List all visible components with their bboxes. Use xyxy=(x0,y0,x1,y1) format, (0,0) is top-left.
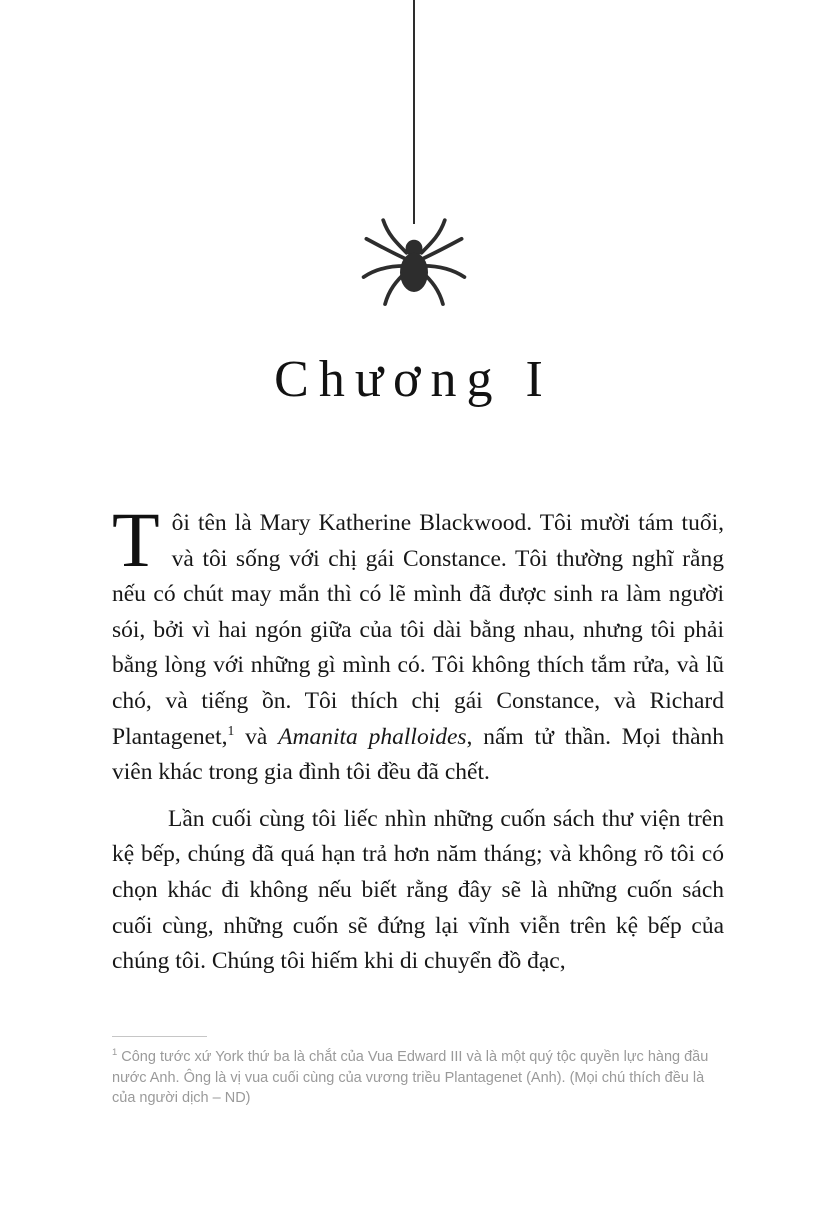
paragraph-1-text-2: và xyxy=(234,723,279,750)
chapter-title: Chương I xyxy=(274,351,553,408)
footnote-marker: 1 xyxy=(112,1046,118,1058)
paragraph-1-text: ôi tên là Mary Katherine Blackwood. Tôi mười tám tuổi, và tôi sống với chị gái Constance. Tôi thường nghĩ rằng nếu có chút may mắn thì có lẽ mình đã được sinh ra làm người sói, bởi vì hai ngón giữa của tôi dài bằng nhau, nhưng tôi phải bằng lòng với những gì mình có. Tôi không thích tắm rửa, và lũ chó, và tiếng ồn. Tôi thích chị gái Constance, và Richard Plantagenet, xyxy=(112,510,724,750)
page-body xyxy=(112,496,724,980)
footnote-text-block xyxy=(112,1047,728,1109)
footnote-ref: 1 xyxy=(227,722,235,738)
spider-icon xyxy=(358,216,470,312)
drop-cap: T xyxy=(112,496,160,583)
paragraph-1 xyxy=(112,496,724,791)
footnote xyxy=(112,1036,728,1109)
paragraph-2: Lần cuối cùng tôi liếc nhìn những cuốn sách thư viện trên kệ bếp, chúng đã quá hạn trả hơn năm tháng; và không rõ tôi có chọn khác đi không nếu biết rằng đây sẽ là những cuốn sách cuối cùng, những cuốn sẽ đứng lại vĩnh viễn trên kệ bếp của chúng tôi. Chúng tôi hiếm khi di chuyển đồ đạc, xyxy=(112,805,724,975)
footnote-divider xyxy=(112,1036,207,1037)
spider-thread xyxy=(413,0,415,224)
paragraph-1-text-3: , nấm tử thần. Mọi thành viên khác trong gia đình tôi đều đã chết. xyxy=(112,723,724,786)
species-name-italic: Amanita phalloides xyxy=(278,723,467,750)
footnote-text: Công tước xứ York thứ ba là chắt của Vua Edward III và là một quý tộc quyền lực hàng đầu nước Anh. Ông là vị vua cuối cùng của vương triều Plantagenet (Anh). (Mọi chú thích đều là của người dịch – ND) xyxy=(112,1049,709,1106)
